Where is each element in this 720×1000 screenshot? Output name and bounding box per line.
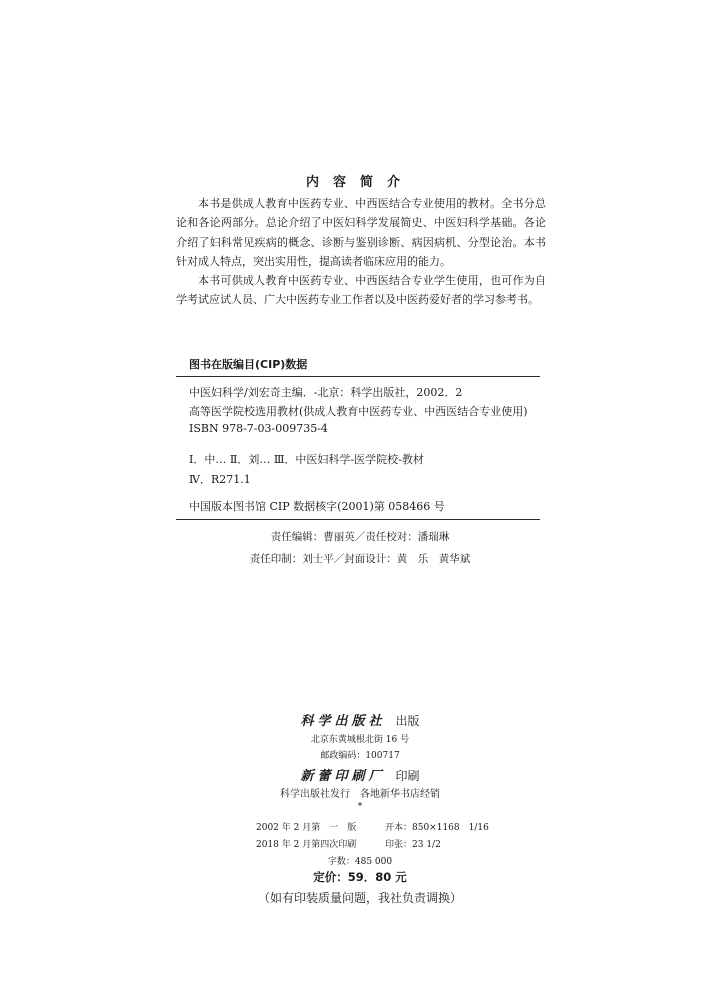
intro-paragraph-2: 本书可供成人教育中医药专业、中西医结合专业学生使用，也可作为自学考试应试人员、广大中医药专业工作者以及中医药爱好者的学习参考书。 (176, 274, 546, 307)
editors-line-1: 责任编辑：曹丽英／责任校对：潘瑞琳 (270, 531, 450, 543)
cip-classification-line: Ⅰ．中… Ⅱ．刘… Ⅲ．中医妇科学-医学院校-教材 (189, 453, 424, 466)
publisher-name: 科学出版社 (300, 714, 386, 729)
separator-asterisk: * (357, 802, 363, 812)
cip-heading: 图书在版编目(CIP)数据 (189, 358, 308, 371)
cip-top-rule (176, 376, 540, 377)
sheets: 印张：23 1/2 (385, 840, 441, 850)
cip-series-line: 高等医学院校选用教材(供成人教育中医药专业、中西医结合专业使用) (189, 405, 528, 418)
printer-name: 新蕾印刷厂 (300, 769, 386, 784)
intro-title: 内容简介 (305, 175, 414, 190)
intro-body (176, 194, 546, 310)
publisher-address: 北京东黄城根北街 16 号 (310, 735, 410, 745)
printer-action: 印刷 (395, 769, 420, 783)
cip-record: 中国版本图书馆 CIP 数据核字(2001)第 058466 号 (189, 500, 445, 513)
cip-isbn: ISBN 978-7-03-009735-4 (189, 422, 328, 435)
cip-bottom-rule (176, 519, 540, 520)
word-count: 字数：485 000 (327, 857, 393, 867)
cip-title-line: 中医妇科学/刘宏奇主编．-北京：科学出版社，2002．2 (189, 386, 463, 399)
price: 定价：59．80 元 (313, 870, 407, 884)
edition: 2002 年 2 月第 一 版 (256, 823, 357, 833)
cip-clc-number: Ⅳ．R271.1 (189, 473, 251, 486)
postcode: 邮政编码：100717 (320, 751, 400, 761)
distribution-line: 科学出版社发行 各地新华书店经销 (280, 789, 440, 800)
quality-notice: （如有印装质量问题，我社负责调换） (257, 891, 462, 905)
editors-line-2: 责任印制：刘士平／封面设计：黄 乐 黄华斌 (249, 553, 471, 565)
intro-paragraph-1: 本书是供成人教育中医药专业、中西医结合专业使用的教材。全书分总论和各论两部分。总论介绍了中医妇科学发展简史、中医妇科学基础。各论介绍了妇科常见疾病的概念、诊断与鉴别诊断、病因病机、分型论治。本书针对成人特点，突出实用性，提高读者临床应用的能力。 (176, 197, 546, 268)
publisher-line (0, 710, 720, 729)
printing: 2018 年 2 月第四次印刷 (256, 840, 357, 850)
printer-line (0, 765, 720, 784)
format: 开本：850×1168 1/16 (385, 823, 489, 833)
publisher-action: 出版 (395, 714, 420, 728)
